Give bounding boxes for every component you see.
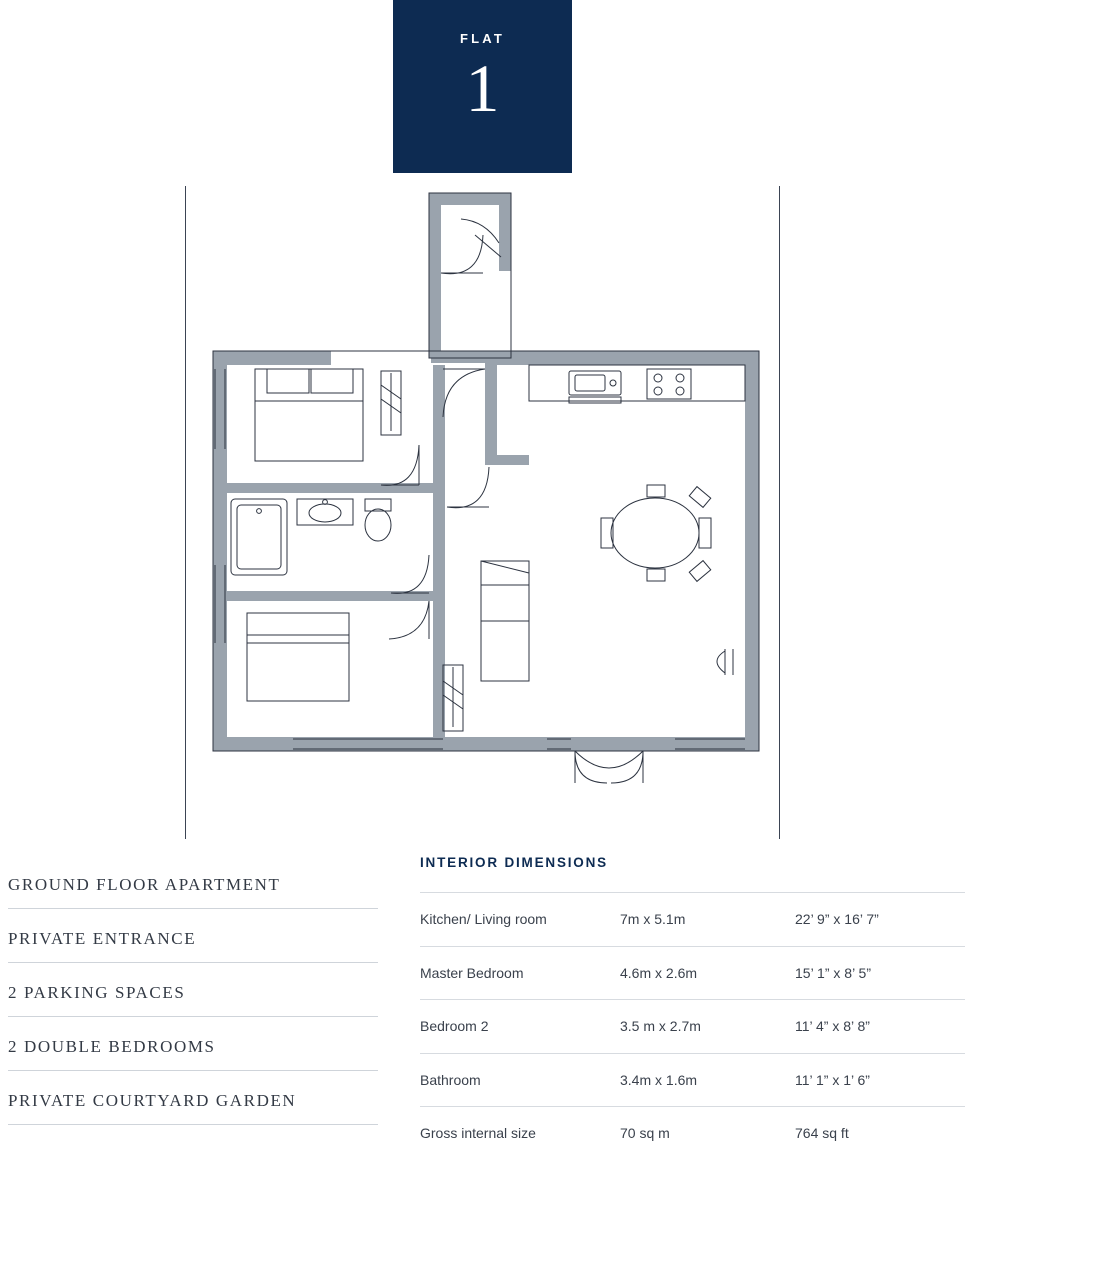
feature-item: PRIVATE ENTRANCE: [8, 929, 378, 963]
metric-size: 4.6m x 2.6m: [620, 964, 698, 981]
table-row: [420, 1053, 965, 1107]
floorplan-drawing: [185, 173, 805, 843]
imperial-size: 22’ 9” x 16’ 7”: [795, 911, 879, 928]
imperial-size: 11’ 4” x 8’ 8”: [795, 1018, 870, 1035]
room-name: Bathroom: [420, 1071, 481, 1088]
imperial-size: 764 sq ft: [795, 1125, 849, 1142]
flat-badge-label: FLAT: [459, 31, 506, 46]
table-row: [420, 946, 965, 1000]
table-row: [420, 1106, 965, 1160]
imperial-size: 11’ 1” x 1’ 6”: [795, 1071, 870, 1088]
metric-size: 3.5 m x 2.7m: [620, 1018, 701, 1035]
room-name: Kitchen/ Living room: [420, 911, 547, 928]
feature-item: PRIVATE COURTYARD GARDEN: [8, 1091, 378, 1125]
flat-badge-number: 1: [465, 50, 500, 126]
feature-item: 2 DOUBLE BEDROOMS: [8, 1037, 378, 1071]
metric-size: 7m x 5.1m: [620, 911, 686, 928]
interior-dimensions-table: [420, 855, 965, 1160]
room-name: Gross internal size: [420, 1125, 536, 1142]
floorplan-area: [0, 173, 1112, 843]
features-list: [8, 875, 378, 1145]
imperial-size: 15’ 1” x 8’ 5”: [795, 964, 871, 981]
metric-size: 70 sq m: [620, 1125, 670, 1142]
room-name: Master Bedroom: [420, 964, 524, 981]
room-name: Bedroom 2: [420, 1018, 489, 1035]
feature-item: GROUND FLOOR APARTMENT: [8, 875, 378, 909]
flat-badge: [393, 0, 572, 173]
table-row: [420, 892, 965, 946]
dimensions-title: INTERIOR DIMENSIONS: [420, 855, 608, 870]
feature-item: 2 PARKING SPACES: [8, 983, 378, 1017]
metric-size: 3.4m x 1.6m: [620, 1071, 698, 1088]
table-row: [420, 999, 965, 1053]
